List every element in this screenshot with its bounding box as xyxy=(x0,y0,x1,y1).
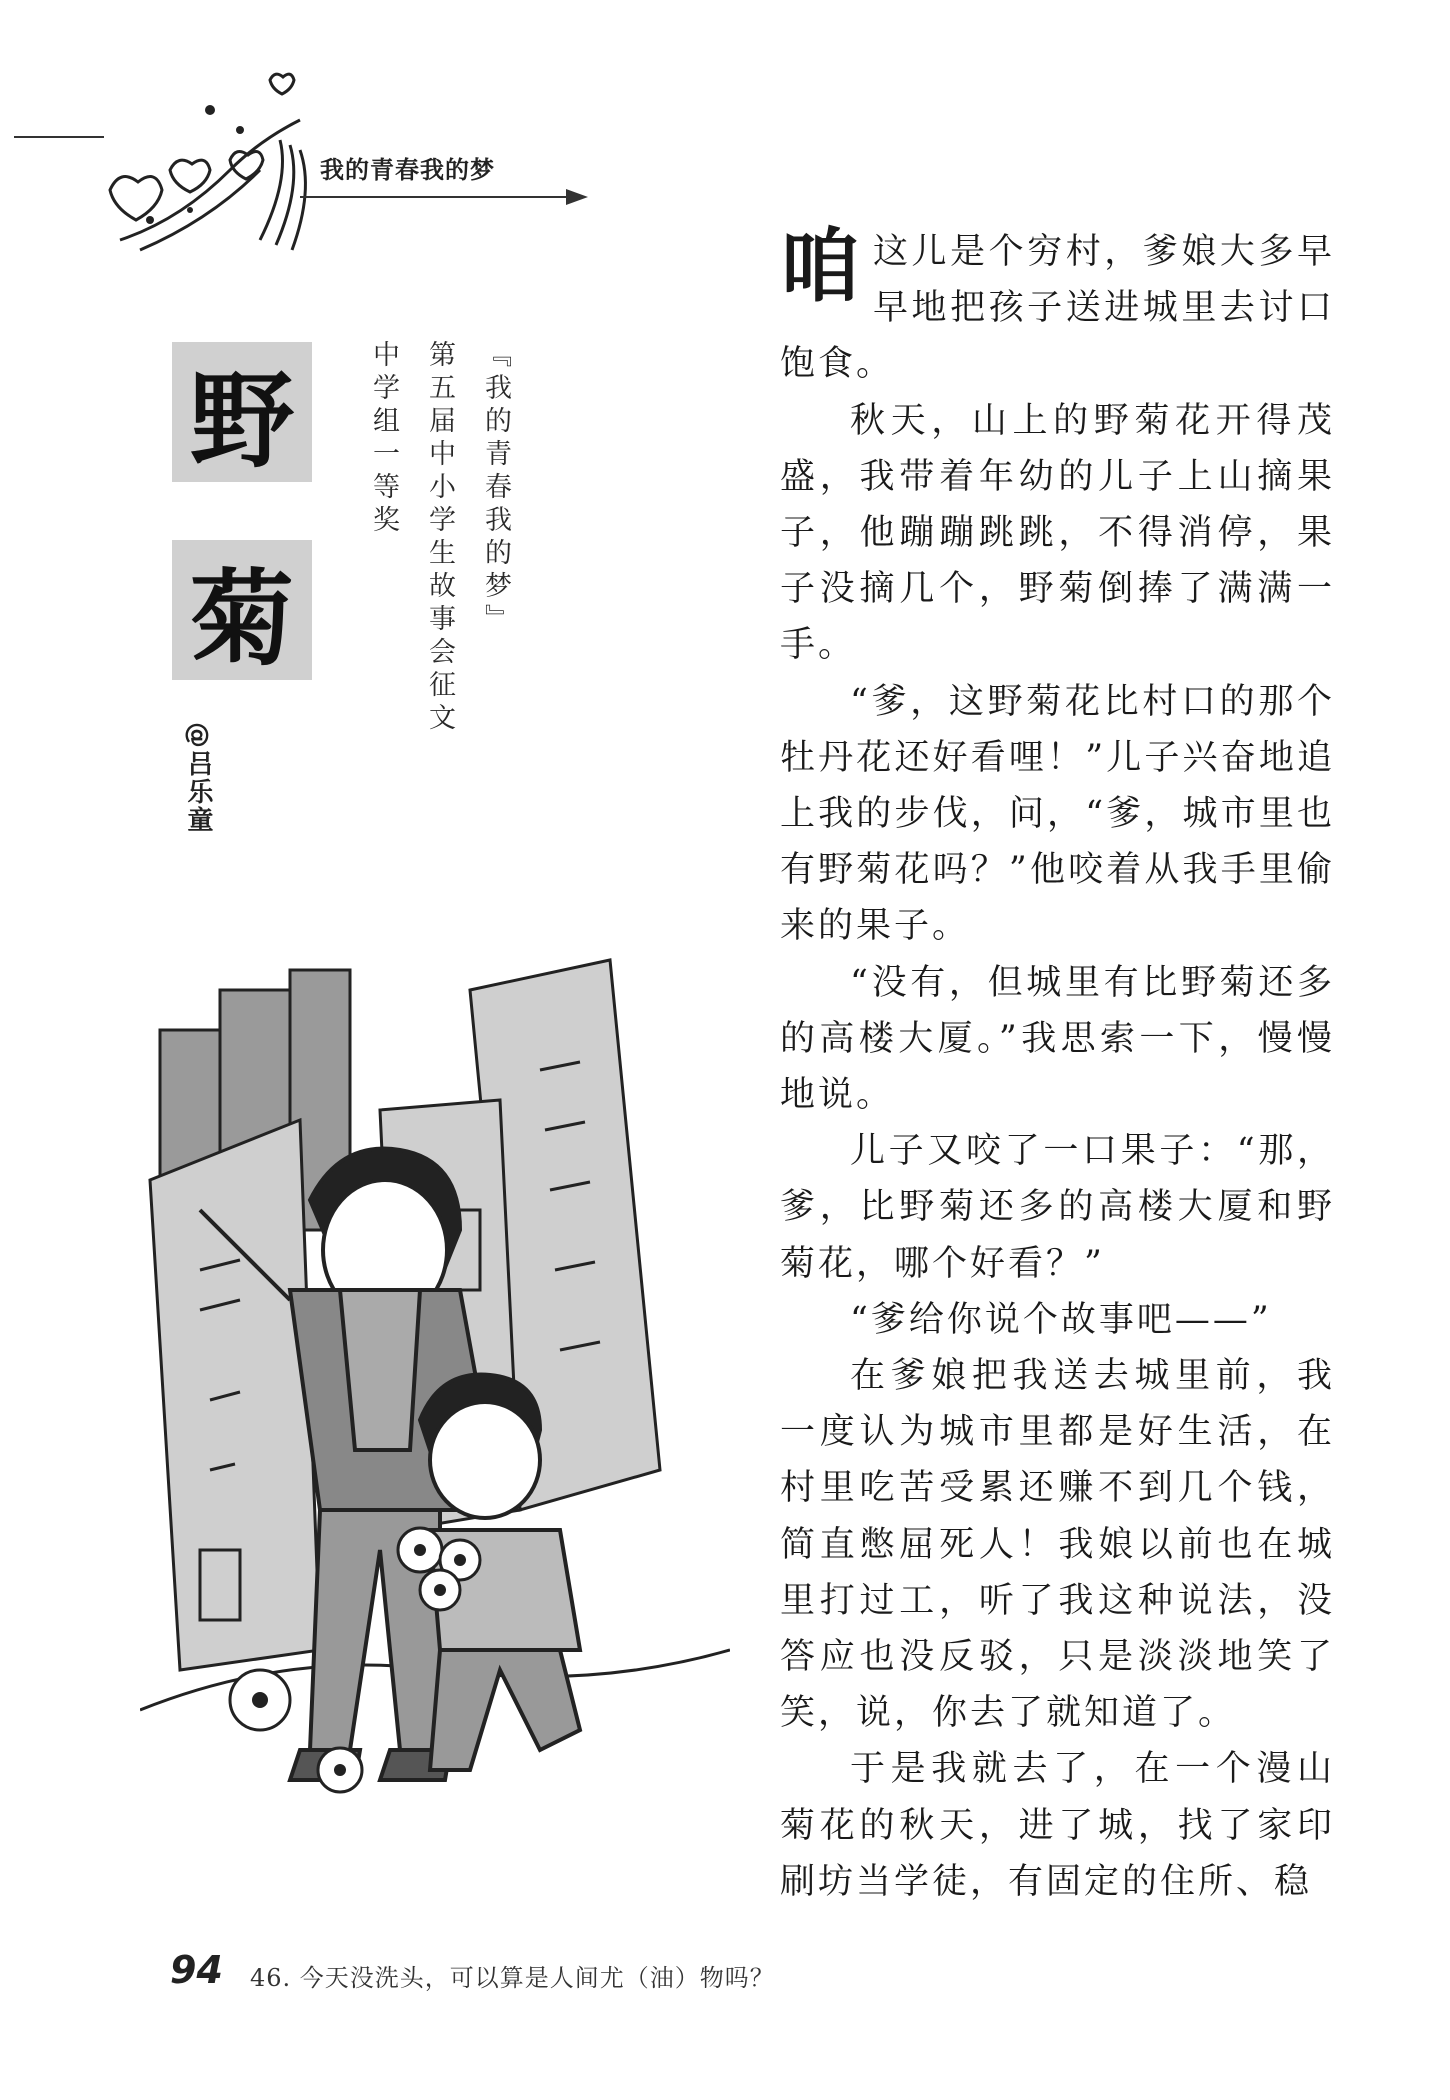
paragraph-5: 儿子又咬了一口果子：“那，爹，比野菊还多的高楼大厦和野菊花，哪个好看？” xyxy=(780,1131,1335,1284)
father-son-illustration xyxy=(140,950,730,1830)
paragraph-7: 在爹娘把我送去城里前，我一度认为城市里都是好生活，在村里吃苦受累还赚不到几个钱，简直憋屈死人！我娘以前也在城里打过工，听了我这种说法，没答应也没反驳，只是淡淡地笑了笑，说，你去了就知道了。 xyxy=(780,1356,1335,1734)
dropcap: 咱 xyxy=(780,220,863,313)
contest-line-2: 第五届中小学生故事会征文 xyxy=(424,340,455,736)
header-rule-left xyxy=(14,136,104,138)
footer-note: 46. 今天没洗头，可以算是人间尤（油）物吗？ xyxy=(250,1964,775,1992)
contest-line-3: 中学组一等奖 xyxy=(368,340,399,538)
title-char-2: 菊 xyxy=(172,540,312,680)
paragraph-4: “没有，但城里有比野菊还多的高楼大厦。”我思索一下，慢慢地说。 xyxy=(780,962,1335,1116)
paragraph-6: “爹给你说个故事吧——” xyxy=(850,1299,1272,1340)
paragraph-3: “爹，这野菊花比村口的那个牡丹花还好看哩！”儿子兴奋地追上我的步伐，问，“爹，城市里也有野菊花吗？”他咬着从我手里偷来的果子。 xyxy=(780,681,1335,947)
paragraph-2: 秋天，山上的野菊花开得茂盛，我带着年幼的儿子上山摘果子，他蹦蹦跳跳，不得消停，果子没摘几个，野菊倒捧了满满一手。 xyxy=(780,400,1335,666)
page-number: 94 xyxy=(170,1948,223,1992)
header-rule-right xyxy=(300,196,575,198)
contest-line-1: 『我的青春我的梦』 xyxy=(480,340,511,637)
heart-ornament-icon xyxy=(90,60,320,270)
title-char-1: 野 xyxy=(172,342,312,482)
paragraph-8: 于是我就去了，在一个漫山菊花的秋天，进了城，找了家印刷坊当学徒，有固定的住所、稳 xyxy=(780,1749,1335,1902)
author-byline: @吕乐童 xyxy=(183,722,213,834)
paragraph-1: 咱这儿是个穷村，爹娘大多早早地把孩子送进城里去讨口饱食。 xyxy=(780,220,1335,385)
column-label: 我的青春我的梦 xyxy=(320,156,495,184)
arrow-right-icon xyxy=(566,189,588,205)
article-body xyxy=(780,220,1335,1910)
